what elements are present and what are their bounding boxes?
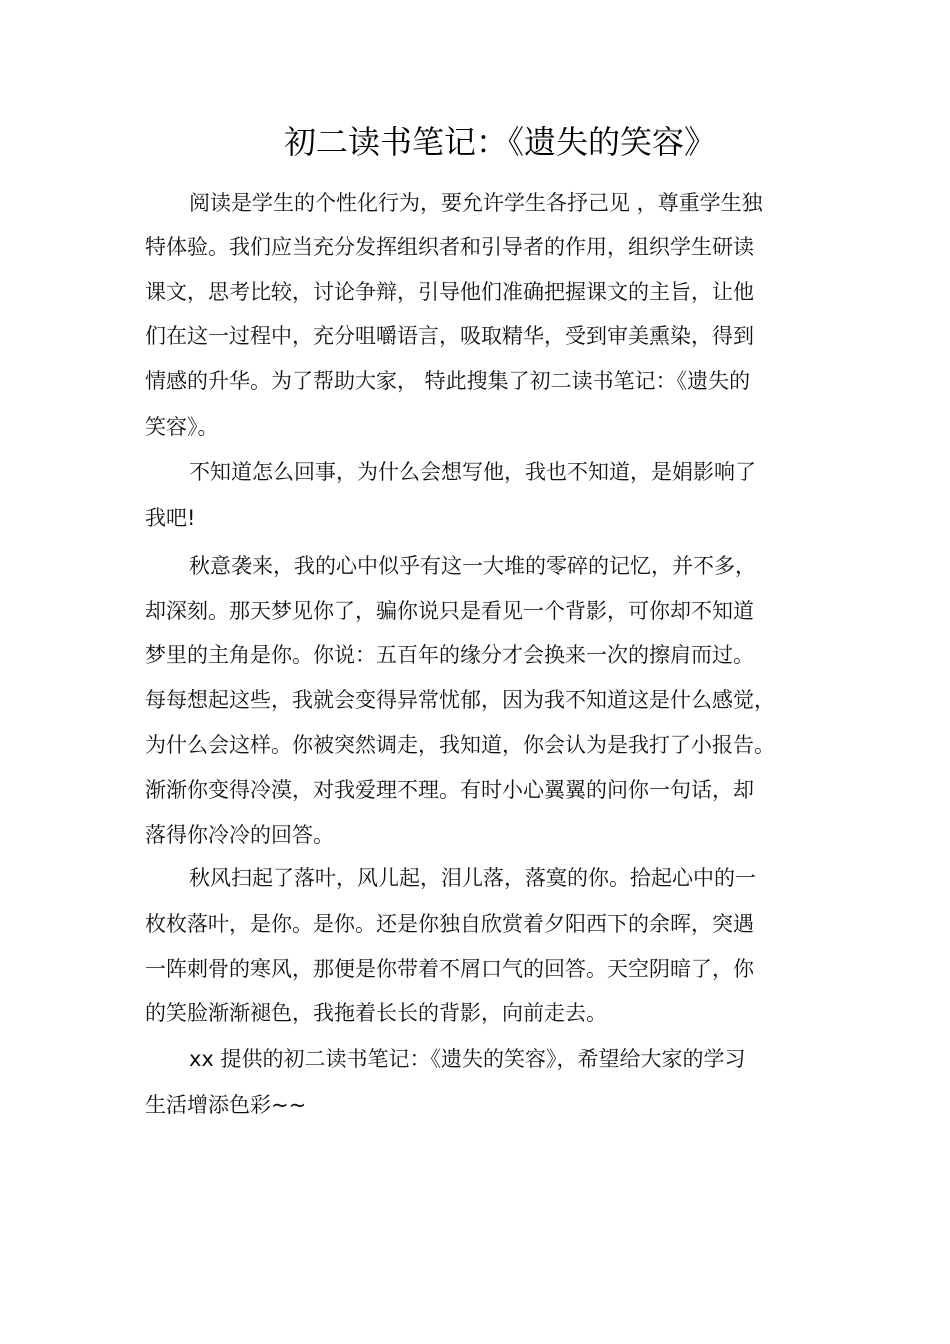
text-line: 情感的升华。为了帮助大家， 特此搜集了初二读书笔记：《遗失的 xyxy=(145,369,751,393)
text-line: 生活增添色彩~~ xyxy=(145,1093,307,1117)
text-line: 不知道怎么回事，为什么会想写他，我也不知道，是娟影响了 xyxy=(189,460,756,484)
text-line: 笑容》。 xyxy=(145,415,219,439)
text-line: 为什么会这样。你被突然调走，我知道，你会认为是我打了小报告。 xyxy=(145,733,775,757)
text-line: 却深刻。那天梦见你了，骗你说只是看见一个背影，可你却不知道 xyxy=(145,599,754,623)
text-line: 秋风扫起了落叶，风儿起，泪儿落，落寞的你。拾起心中的一 xyxy=(189,866,756,890)
document-title: 初二读书笔记：《遗失的笑容》 xyxy=(283,123,716,161)
text-line: 的笑脸渐渐褪色，我拖着长长的背影，向前走去。 xyxy=(145,1001,607,1025)
text-line: 每每想起这些，我就会变得异常忧郁，因为我不知道这是什么感觉， xyxy=(145,688,775,712)
text-line: 枚枚落叶，是你。是你。还是你独自欣赏着夕阳西下的余晖，突遇 xyxy=(145,912,754,936)
text-line: xx 提供的初二读书笔记：《遗失的笑容》，希望给大家的学习 xyxy=(189,1047,746,1071)
text-line: 落得你冷冷的回答。 xyxy=(145,823,334,847)
text-line: 特体验。我们应当充分发挥组织者和引导者的作用，组织学生研读 xyxy=(145,235,754,259)
text-line: 课文，思考比较，讨论争辩，引导他们准确把握课文的主旨，让他 xyxy=(145,280,754,304)
text-line: 阅读是学生的个性化行为，要允许学生各抒己见 ，尊重学生独 xyxy=(189,191,763,215)
text-line: 渐渐你变得冷漠，对我爱理不理。有时小心翼翼的问你一句话，却 xyxy=(145,778,754,802)
text-line: 一阵刺骨的寒风，那便是你带着不屑口气的回答。天空阴暗了，你 xyxy=(145,957,754,981)
text-line: 梦里的主角是你。你说：五百年的缘分才会换来一次的擦肩而过。 xyxy=(145,643,754,667)
text-line: 们在这一过程中，充分咀嚼语言，吸取精华，受到审美熏染，得到 xyxy=(145,324,754,348)
text-line: 秋意袭来，我的心中似乎有这一大堆的零碎的记忆，并不多， xyxy=(189,554,756,578)
text-line: 我吧! xyxy=(145,506,196,530)
